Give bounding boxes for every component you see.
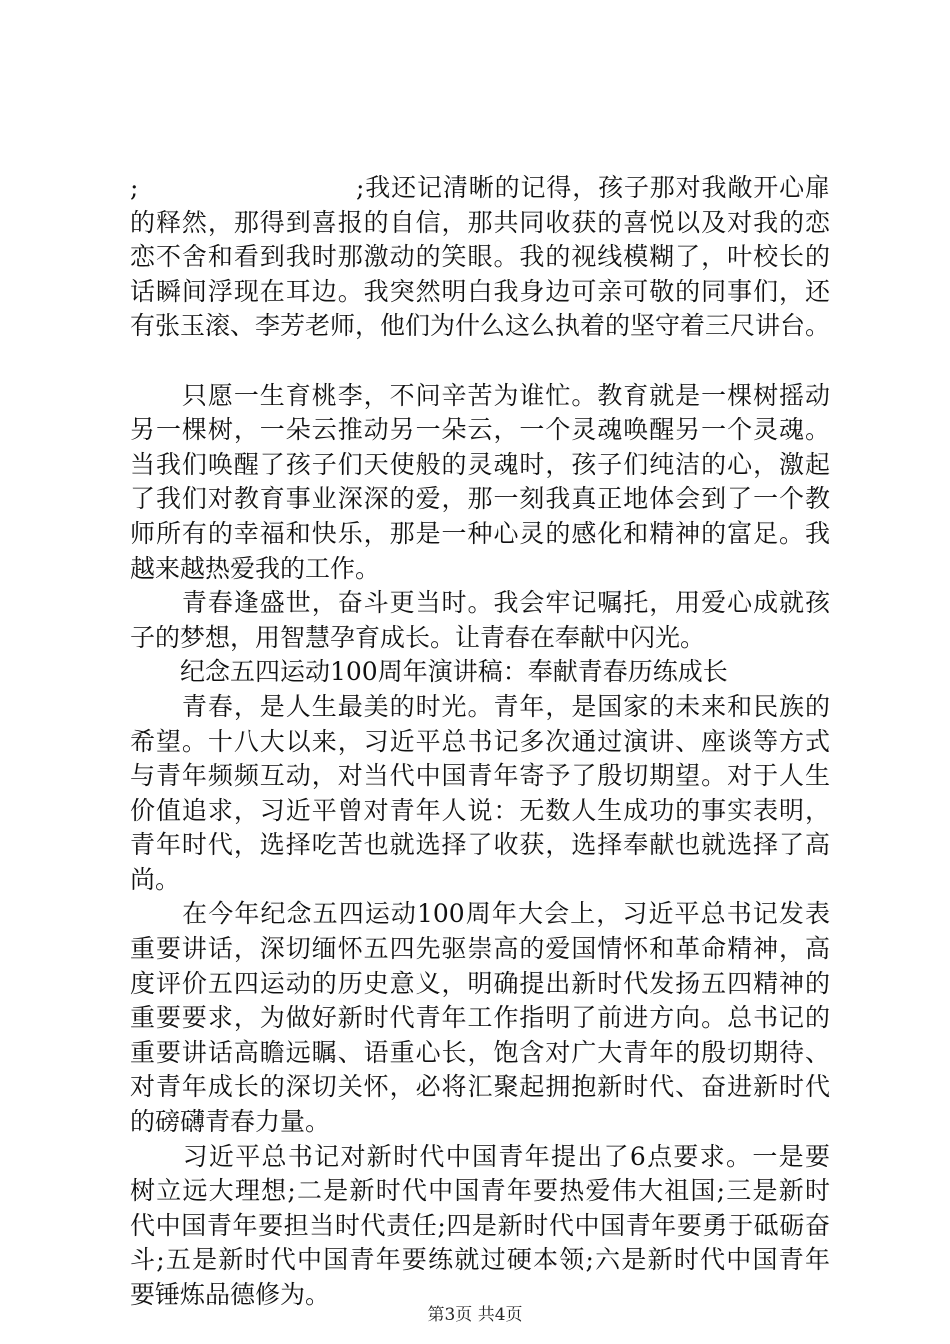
text-line: 话瞬间浮现在耳边。我突然明白我身边可亲可敬的同事们，还 xyxy=(130,276,830,306)
text-line: 价值追求，习近平曾对青年人说：无数人生成功的事实表明， xyxy=(130,795,830,825)
text-line: 的释然，那得到喜报的自信，那共同收获的喜悦以及对我的恋 xyxy=(130,207,830,237)
text-line: 树立远大理想;二是新时代中国青年要热爱伟大祖国;三是新时 xyxy=(130,1176,830,1206)
text-line: 纪念五四运动100周年演讲稿：奉献青春历练成长 xyxy=(130,657,728,687)
text-line: 度评价五四运动的历史意义，明确提出新时代发扬五四精神的 xyxy=(130,968,830,998)
text-line: 越来越热爱我的工作。 xyxy=(130,553,381,583)
text-line: 代中国青年要担当时代责任;四是新时代中国青年要勇于砥砺奋 xyxy=(130,1210,830,1240)
text-line: 尚。 xyxy=(130,864,181,894)
text-line: 当我们唤醒了孩子们天使般的灵魂时，孩子们纯洁的心，激起 xyxy=(130,449,830,479)
text-line: 斗;五是新时代中国青年要练就过硬本领;六是新时代中国青年 xyxy=(130,1245,830,1275)
text-line: 另一棵树，一朵云推动另一朵云，一个灵魂唤醒另一个灵魂。 xyxy=(130,415,830,445)
text-line: 重要要求，为做好新时代青年工作指明了前进方向。总书记的 xyxy=(130,1003,830,1033)
text-line: 重要讲话，深切缅怀五四先驱崇高的爱国情怀和革命精神，高 xyxy=(130,934,830,964)
text-line: 子的梦想，用智慧孕育成长。让青春在奉献中闪光。 xyxy=(130,622,706,652)
text-line: 青年时代，选择吃苦也就选择了收获，选择奉献也就选择了高 xyxy=(130,830,830,860)
text-line: 希望。十八大以来，习近平总书记多次通过演讲、座谈等方式 xyxy=(130,726,830,756)
text-line: 对青年成长的深切关怀，必将汇聚起拥抱新时代、奋进新时代 xyxy=(130,1072,830,1102)
text-line: 青春，是人生最美的时光。青年，是国家的未来和民族的 xyxy=(130,691,830,721)
paragraph-lines xyxy=(130,206,830,1313)
text-line xyxy=(130,171,830,206)
text-line: 要锤炼品德修为。 xyxy=(130,1280,331,1309)
text-line: 青春逢盛世，奋斗更当时。我会牢记嘱托，用爱心成就孩 xyxy=(130,588,830,618)
text-line: 有张玉滚、李芳老师，他们为什么这么执着的坚守着三尺讲台。 xyxy=(130,311,830,341)
text-line: 与青年频频互动，对当代中国青年寄予了殷切期望。对于人生 xyxy=(130,761,830,791)
text-line: 在今年纪念五四运动100周年大会上，习近平总书记发表 xyxy=(130,899,830,929)
text-line: 习近平总书记对新时代中国青年提出了6点要求。一是要 xyxy=(130,1141,830,1171)
text-line: 的磅礴青春力量。 xyxy=(130,1107,331,1137)
text-fragment: ; xyxy=(130,173,139,202)
paragraph-gap xyxy=(130,344,830,379)
page-footer: 第3页 共4页 xyxy=(427,1305,523,1325)
text-line: 重要讲话高瞻远瞩、语重心长，饱含对广大青年的殷切期待、 xyxy=(130,1037,830,1067)
text-fragment: ;我还记清晰的记得，孩子那对我敞开心扉 xyxy=(356,173,830,202)
text-line: 只愿一生育桃李，不问辛苦为谁忙。教育就是一棵树摇动 xyxy=(130,380,830,410)
text-line: 师所有的幸福和快乐，那是一种心灵的感化和精神的富足。我 xyxy=(130,518,830,548)
document-body xyxy=(130,171,830,1313)
text-line: 了我们对教育事业深深的爱，那一刻我真正地体会到了一个教 xyxy=(130,484,830,514)
text-line: 恋不舍和看到我时那激动的笑眼。我的视线模糊了，叶校长的 xyxy=(130,242,830,272)
